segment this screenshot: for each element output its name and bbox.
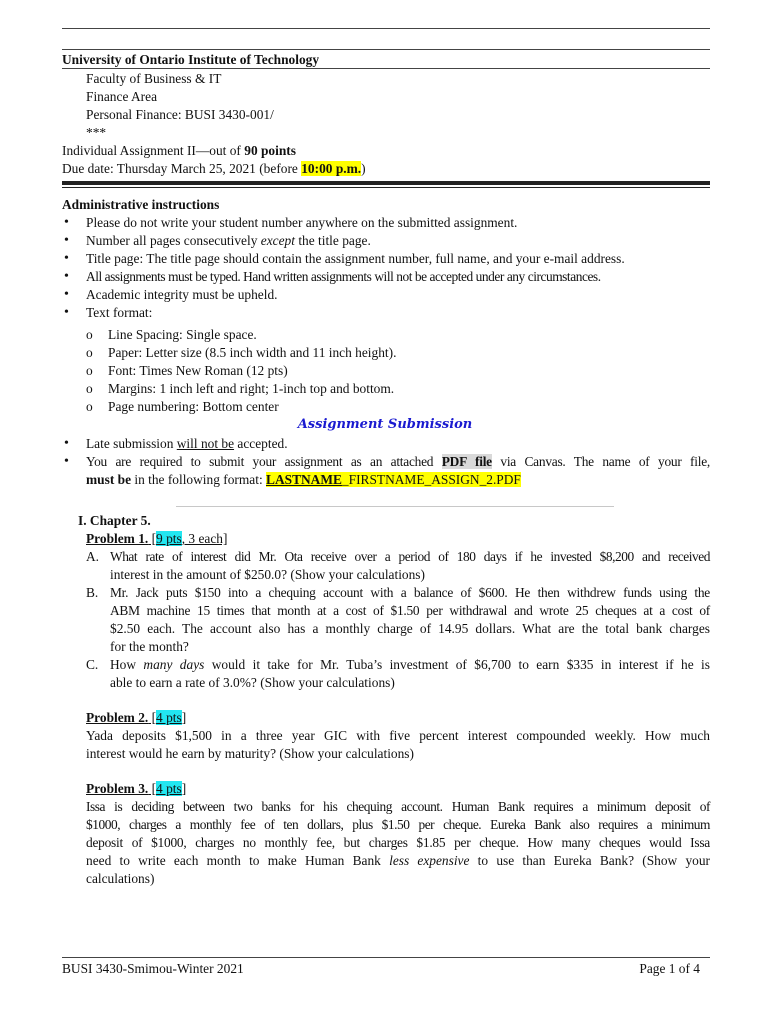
list-item: o Paper: Letter size (8.5 inch width and 11 inch height). — [86, 344, 396, 362]
list-item: • All assignments must be typed. Hand written assignments will not be accepted under any circumstances. — [62, 268, 712, 286]
page-number: Page 1 of 4 — [639, 961, 700, 976]
list-item: • You are required to submit your assignment as an attached PDF file via Canvas. The name of your file, must be in the following format: LASTNAME_FIRSTNAME_ASSIGN_2.PDF — [62, 453, 712, 489]
thick-rule — [62, 181, 710, 185]
header-rule — [62, 49, 710, 50]
question-b: B. Mr. Jack puts $150 into a chequing account with a balance of $600. He then withdrew funds using the ABM machine 15 times that month at a cost of $1.50 per withdrawal and wrote 25 cheques at a cost of $2.50 each. The account also has a monthly charge of 14.95 dollars. What are the total bank charges for the month? — [86, 585, 710, 654]
thin-rule — [62, 187, 710, 188]
filename-format-highlight: LASTNAME_FIRSTNAME_ASSIGN_2.PDF — [266, 472, 521, 487]
due-date: Due date: Thursday March 25, 2021 (before 10:00 p.m.) — [62, 161, 366, 176]
problem-3-text: Issa is deciding between two banks for his chequing account. Human Bank requires a minimum deposit of $1000, charges a monthly fee of ten dollars, plus $1.50 per cheque. Eureka Bank also requires a minimum deposit of $1000, charges no monthly fee, but charges $1.85 per cheque. How many cheques would Issa need to write each month to make Human Bank less expensive to use than Eureka Bank? (Show your calculations) — [86, 799, 710, 886]
list-item: o Page numbering: Bottom center — [86, 398, 396, 416]
list-item: o Margins: 1 inch left and right; 1-inch top and bottom. — [86, 380, 396, 398]
university-underline — [62, 68, 710, 69]
problem-3-title: Problem 3. [4 pts] — [86, 781, 187, 796]
assignment-title: Individual Assignment II—out of 90 points — [62, 143, 296, 158]
course-name: Personal Finance: BUSI 3430-001/ — [86, 107, 274, 122]
university-name: University of Ontario Institute of Technology — [62, 52, 320, 67]
submission-list — [62, 435, 712, 489]
area-name: Finance Area — [86, 89, 158, 104]
faculty-name: Faculty of Business & IT — [86, 71, 222, 86]
chapter-heading: I. Chapter 5. — [78, 513, 151, 528]
points-highlight: 4 pts — [156, 710, 182, 725]
list-item: • Number all pages consecutively except the title page. — [62, 232, 712, 250]
top-rule — [62, 28, 710, 29]
points-highlight: 4 pts — [156, 781, 182, 796]
list-item: o Line Spacing: Single space. — [86, 326, 396, 344]
question-c: C. How many days would it take for Mr. Tuba’s investment of $6,700 to earn $335 in interest if he is able to earn a rate of 3.0%? (Show your calculations) — [86, 657, 710, 690]
stars-line: *** — [86, 125, 107, 140]
problem-1-title: Problem 1. [9 pts, 3 each] — [86, 531, 228, 546]
list-item: • Academic integrity must be upheld. — [62, 286, 712, 304]
admin-title: Administrative instructions — [62, 197, 220, 212]
admin-list — [62, 214, 712, 322]
footer-left: BUSI 3430-Smimou-Winter 2021 — [62, 961, 244, 976]
problem-2-title: Problem 2. [4 pts] — [86, 710, 187, 725]
submission-title: Assignment Submission — [297, 417, 473, 432]
points-highlight: 9 pts — [156, 531, 182, 546]
list-item: • Please do not write your student number anywhere on the submitted assignment. — [62, 214, 712, 232]
problem-2-text: Yada deposits $1,500 in a three year GIC with five percent interest compounded weekly. How much interest would he earn by maturity? (Show your calculations) — [86, 728, 710, 761]
list-item: • Title page: The title page should contain the assignment number, full name, and your e-mail address. — [62, 250, 712, 268]
pdf-file-highlight: PDF file — [441, 454, 492, 469]
footer-rule — [62, 957, 710, 958]
section-divider — [176, 506, 614, 507]
format-list — [86, 326, 396, 416]
list-item: o Font: Times New Roman (12 pts) — [86, 362, 396, 380]
list-item: • Text format: — [62, 304, 712, 322]
question-a: A. What rate of interest did Mr. Ota receive over a period of 180 days if he invested $8,200 and received interest in the amount of $250.0? (Show your calculations) — [86, 549, 710, 582]
list-item: • Late submission will not be accepted. — [62, 435, 712, 453]
due-time-highlight: 10:00 p.m. — [301, 161, 362, 176]
